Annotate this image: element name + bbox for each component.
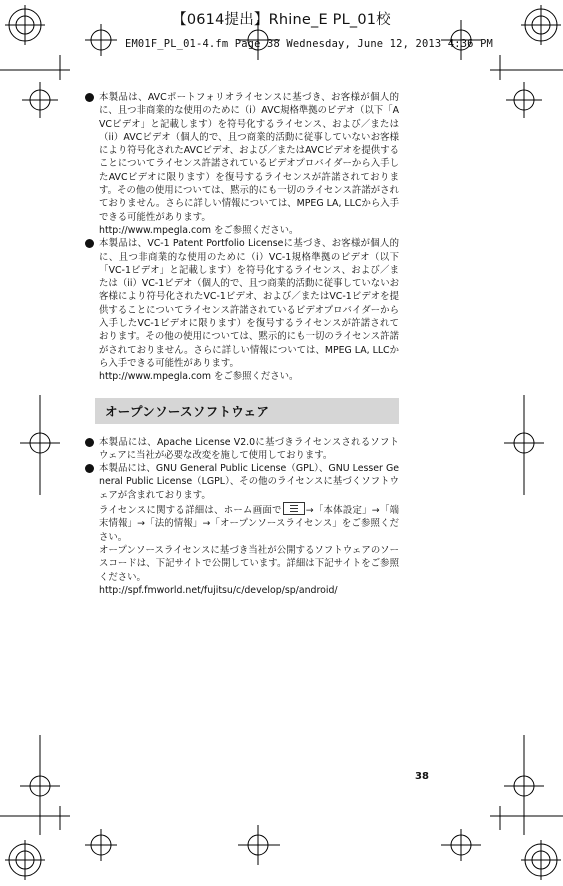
gnu-license-text: 本製品には、GNU General Public License（GPL）、GNU Lesser General Public License（LGPL）、その他のライセンスに基づくソフトウェアが含まれております。 xyxy=(99,463,399,501)
source-code-notice: オープンソースライセンスに基づき当社が公開するソフトウェアのソースコードは、下記サイトで公開しています。詳細は下記サイトをご参照ください。 xyxy=(99,544,399,583)
vc1-license-text: 本製品は、VC-1 Patent Portfolio Licenseに基づき、お客様が個人的に、且つ非商業的な使用のために（i）VC-1規格準拠のビデオ（以下「VC-1ビデオ」と記載します）を符号化するライセンス、および／または（ii）VC-1ビデオ（個人的で、且つ商業的活動に従事していないお客様により符号化されたVC-1ビデオ、および／またはVC-1ビデオを提供することについてライセンス許諾されているビデオプロバイダーから入手したVC-1ビデオに限ります）を復号するライセンスが許諾されております。その他の使用については、黙示的にも一切のライセンス許諾がされておりません。さらに詳しい情報については、MPEG LA, LLCから入手できる可能性があります。 xyxy=(99,238,399,369)
vc1-reference-url: http://www.mpegla.com をご参照ください。 xyxy=(99,371,299,383)
bullet-icon xyxy=(85,464,94,473)
license-detail-instructions xyxy=(99,502,399,544)
source-code-url: http://spf.fmworld.net/fujitsu/c/develop/sp/android/ xyxy=(99,584,338,596)
proof-title: 【0614提出】Rhine_E PL_01校 xyxy=(172,12,391,28)
apache-license-notice xyxy=(83,436,399,463)
apache-license-text: 本製品には、Apache License V2.0に基づきライセンスされるソフトウェアに当社が必要な改変を施して使用しております。 xyxy=(99,436,399,461)
gnu-license-notice xyxy=(83,462,399,597)
license-detail-before: ライセンスに関する詳細は、ホーム画面で xyxy=(99,505,282,517)
bullet-icon xyxy=(85,438,94,447)
bullet-icon xyxy=(85,93,94,102)
avc-reference-url: http://www.mpegla.com をご参照ください。 xyxy=(99,224,299,236)
bullet-icon xyxy=(85,239,94,248)
menu-key-icon xyxy=(283,502,305,515)
section-heading-open-source: オープンソースソフトウェア xyxy=(95,398,399,424)
avc-license-notice xyxy=(83,91,399,237)
vc1-license-notice xyxy=(83,237,399,383)
avc-license-text: 本製品は、AVCポートフォリオライセンスに基づき、お客様が個人的に、且つ非商業的な使用のために（i）AVC規格準拠のビデオ（以下「AVCビデオ」と記載します）を符号化するライセンス、および／または（ii）AVCビデオ（個人的で、且つ商業的活動に従事していないお客様により符号化されたAVCビデオ、および／またはAVCビデオを提供することについてライセンス許諾されているビデオプロバイダーから入手したAVCビデオに限ります）を復号するライセンスが許諾されております。その他の使用については、黙示的にも一切のライセンス許諾がされておりません。さらに詳しい情報については、MPEG LA, LLCから入手できる可能性があります。 xyxy=(99,92,399,223)
file-slug: EM01F_PL_01-4.fm Page 38 Wednesday, June 12, 2013 4:36 PM xyxy=(125,38,493,50)
page-content xyxy=(83,91,399,597)
license-detail-after: →「本体設定」→「端末情報」→「法的情報」→「オープンソースライセンス」をご参照ください。 xyxy=(99,505,399,543)
page-number: 38 xyxy=(415,771,429,782)
